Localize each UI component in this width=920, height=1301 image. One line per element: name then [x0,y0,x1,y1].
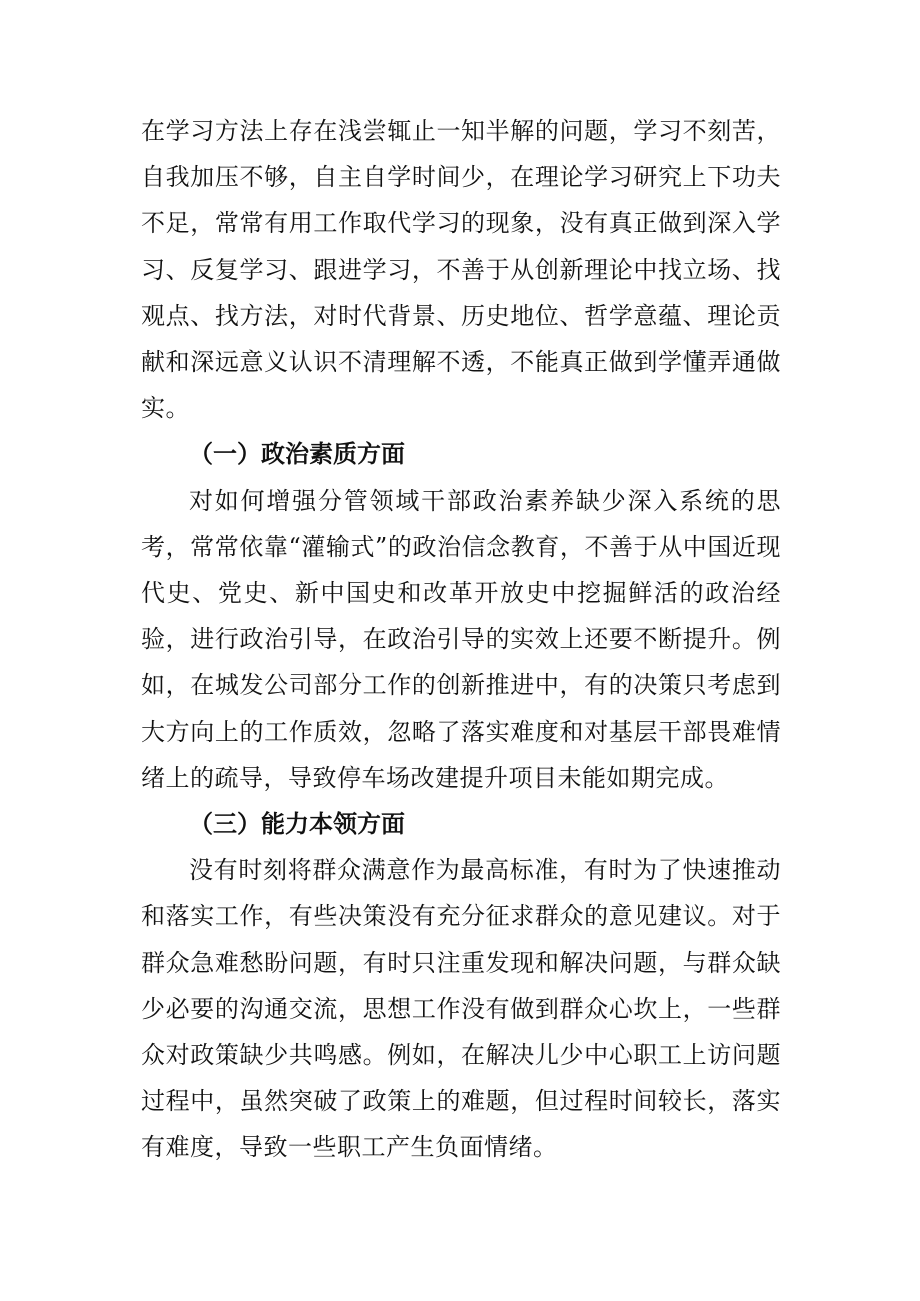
section-heading-political-quality: （一）政治素质方面 [189,440,405,469]
paragraph-study-methods: 在学习方法上存在浅尝辄止一知半解的问题，学习不刻苦，自我加压不够，自主自学时间少，在理论学习研究上下功夫不足，常常有用工作取代学习的现象，没有真正做到深入学习、反复学习、跟进学习，不善于从创新理论中找立场、找观点、找方法，对时代背景、历史地位、哲学意蕴、理论贡献和深远意义认识不清理解不透，不能真正做到学懂弄通做实。 [141,117,781,423]
document-body [141,108,781,1171]
paragraph-ability: 没有时刻将群众满意作为最高标准，有时为了快速推动和落实工作，有些决策没有充分征求群众的意见建议。对于群众急难愁盼问题，有时只注重发现和解决问题，与群众缺少必要的沟通交流，思想工作没有做到群众心坎上，一些群众对政策缺少共鸣感。例如，在解决儿少中心职工上访问题过程中，虽然突破了政策上的难题，但过程时间较长，落实有难度，导致一些职工产生负面情绪。 [141,856,781,1162]
section-heading-ability: （三）能力本领方面 [189,810,405,839]
paragraph-political-quality: 对如何增强分管领域干部政治素养缺少深入系统的思考，常常依靠“灌输式”的政治信念教育，不善于从中国近现代史、党史、新中国史和改革开放史中挖掘鲜活的政治经验，进行政治引导，在政治引导的实效上还要不断提升。例如，在城发公司部分工作的创新推进中，有的决策只考虑到大方向上的工作质效，忽略了落实难度和对基层干部畏难情绪上的疏导，导致停车场改建提升项目未能如期完成。 [141,486,781,792]
